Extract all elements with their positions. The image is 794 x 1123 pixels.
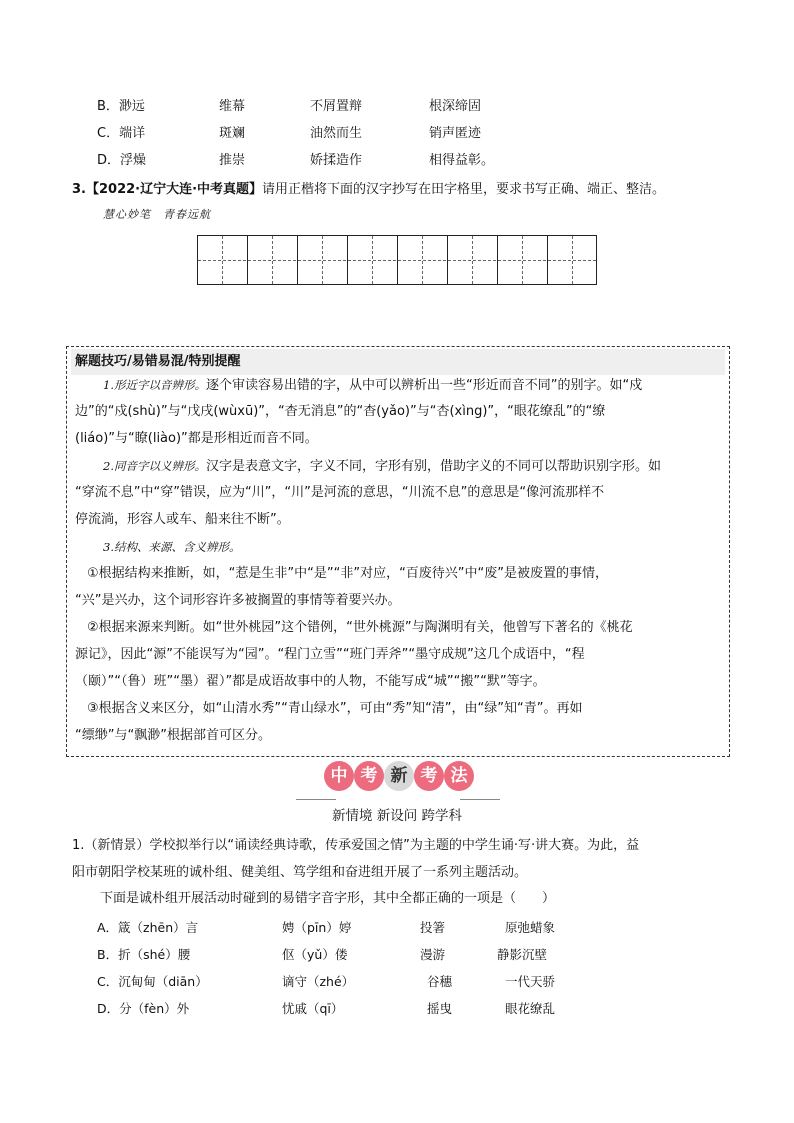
option-item: 谪守（zhé）	[282, 974, 355, 989]
tips-line: ③根据含义来区分，如“山清水秀”“青山绿水”，可由“秀”知“清”，由“绿”知“青”。再如	[87, 701, 583, 716]
tips-line: 1.形近字以音辨形。逐个审读容易出错的字，从中可以辨析出一些“形近而音不同”的别字。如“戍	[103, 378, 643, 393]
grid-cell	[273, 236, 298, 284]
tips-line: （颐）”“（鲁）班”“墨）翟）”都是成语故事中的人物，不能写成“城”“搬”“默”等字。	[75, 674, 546, 689]
option-label: B．折（shé）腰	[97, 947, 191, 962]
option-label: D．浮燥	[97, 153, 147, 168]
question-source: 【2022·辽宁大连·中考真题】	[85, 182, 263, 197]
option-item: 娇揉造作	[310, 153, 363, 168]
option-item: 谷穗	[427, 974, 453, 989]
option-item: 娉（pīn）婷	[282, 920, 352, 935]
divider-line	[460, 799, 500, 800]
grid-cell	[523, 236, 548, 284]
question-1-line: 1.（新情景）学校拟举行以“诵读经典诗歌，传承爱国之情”为主题的中学生诵·写·讲大赛。为此，益	[72, 838, 640, 853]
question-text: 请用正楷将下面的汉字抄写在田字格里，要求书写正确、端正、整洁。	[262, 182, 666, 197]
option-item: 投箸	[420, 920, 446, 935]
option-item: 维幕	[219, 99, 246, 114]
option-item: 忧戚（qī）	[282, 1001, 344, 1016]
tips-line: 3.结构、来源、含义辨形。	[103, 540, 241, 554]
option-item: 一代天骄	[505, 974, 556, 989]
grid-cell	[323, 236, 348, 284]
option-label: C．端详	[97, 126, 146, 141]
grid-cell	[198, 236, 223, 284]
banner-char: 考	[354, 761, 384, 791]
question-number: 3.	[72, 182, 86, 197]
option-item: 摇曳	[427, 1001, 453, 1016]
tips-line: ①根据结构来推断，如，“惹是生非”中“是”“非”对应，“百废待兴”中“废”是被废置的事情，	[87, 566, 609, 581]
option-item: 相得益彰。	[429, 153, 495, 168]
banner-char: 法	[444, 761, 474, 791]
tips-line: 源记》，因此“源”不能误写为“园”。“程门立雪”“班门弄斧”“墨守成规”这几个成语中，“程	[75, 647, 585, 662]
option-item: 静影沉壁	[497, 947, 548, 962]
handwriting-sample: 慧心妙笔 青春远航	[103, 208, 211, 221]
tips-line: “兴”是兴办，这个词形容许多被搁置的事情等着要兴办。	[75, 593, 401, 608]
tianzige-grid[interactable]	[197, 235, 597, 285]
tips-line: “穿流不息”中“穿”错误，应为“川”，“川”是河流的意思，“川流不息”的意思是“像河流那样不	[75, 485, 605, 500]
tips-line: 2.同音字以义辨形。汉字是表意文字，字义不同，字形有别，借助字义的不同可以帮助识别字形。如	[103, 459, 661, 474]
option-item: 油然而生	[310, 126, 363, 141]
option-item: 眼花缭乱	[505, 1001, 556, 1016]
grid-cell	[248, 236, 273, 284]
tips-heading: 解题技巧/易错易混/特别提醒	[71, 349, 725, 375]
question-1-line: 阳市朝阳学校某班的诚朴组、健美组、笃学组和奋进组开展了一系列主题活动。	[72, 865, 528, 880]
grid-cell	[423, 236, 448, 284]
option-label: B．渺远	[97, 99, 145, 114]
option-item: 漫游	[420, 947, 446, 962]
grid-cell	[348, 236, 373, 284]
tips-line: (liáo)”与“瞭(liào)”都是形相近而音不同。	[75, 431, 318, 446]
tips-box	[66, 346, 730, 757]
banner-char: 考	[414, 761, 444, 791]
grid-cell	[398, 236, 423, 284]
banner-char: 中	[324, 761, 354, 791]
divider-line	[296, 799, 336, 800]
grid-cell	[473, 236, 498, 284]
option-item: 推崇	[219, 153, 246, 168]
grid-cell	[498, 236, 523, 284]
grid-cell	[298, 236, 323, 284]
tips-line: 停流淌，形容人或车、船来往不断”。	[75, 512, 290, 527]
option-label: A．箴（zhēn）言	[97, 920, 199, 935]
option-item: 根深缔固	[429, 99, 482, 114]
option-item: 原弛蜡象	[505, 920, 556, 935]
banner-char: 新	[384, 761, 414, 791]
option-label: D．分（fèn）外	[97, 1001, 190, 1016]
grid-cell	[548, 236, 573, 284]
option-item: 销声匿迹	[429, 126, 482, 141]
grid-cell	[223, 236, 248, 284]
tips-line: ②根据来源来判断。如“世外桃园”这个错例，“世外桃源”与陶渊明有关，他曾写下著名的《桃花	[87, 620, 633, 635]
option-item: 不屑置辩	[310, 99, 363, 114]
question-3	[72, 178, 665, 197]
grid-cell	[448, 236, 473, 284]
tips-line: “缥缈”与“飘渺”根据部首可区分。	[75, 728, 271, 743]
grid-cell	[373, 236, 398, 284]
option-item: 伛（yǔ）偻	[282, 947, 348, 962]
banner-subtitle: 新情境 新设问 跨学科	[331, 808, 463, 824]
question-1-line: 下面是诚朴组开展活动时碰到的易错字音字形，其中全都正确的一项是（ ）	[100, 891, 556, 906]
tips-line: 边”的“戍(shù)”与“戊戌(wùxū)”，“杳无消息”的“杳(yǎo)”与“杏(xìng)”，“眼花缭乱”的“缭	[75, 404, 606, 419]
option-item: 斑斓	[219, 126, 246, 141]
option-label: C．沉甸甸（diān）	[97, 974, 208, 989]
